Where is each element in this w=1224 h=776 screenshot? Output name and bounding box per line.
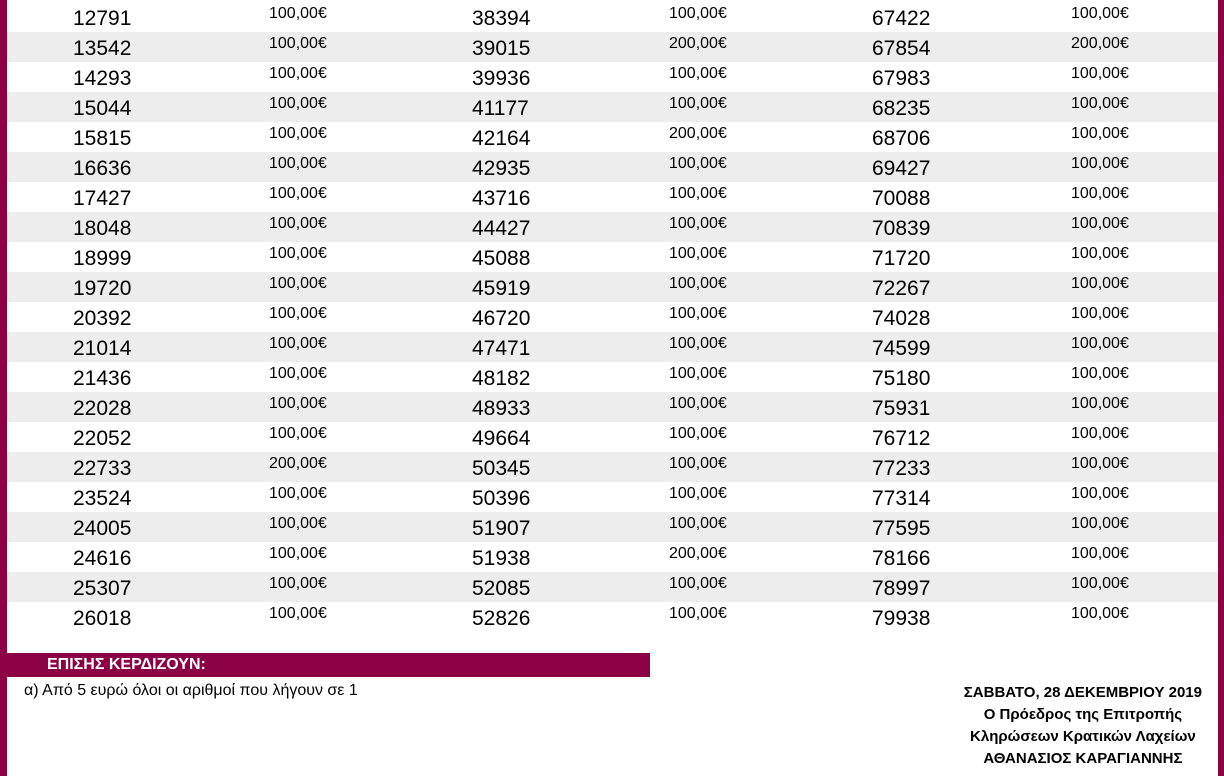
signature-title-line2: Κληρώσεων Κρατικών Λαχείων: [970, 728, 1196, 745]
prize-amount: 100,00€: [269, 485, 327, 502]
ticket-number: 18999: [73, 247, 132, 270]
ticket-number: 22028: [73, 397, 132, 420]
prize-amount: 100,00€: [1071, 95, 1129, 112]
prize-amount: 100,00€: [269, 65, 327, 82]
ticket-number: 48182: [472, 367, 531, 390]
prize-amount: 100,00€: [269, 575, 327, 592]
prize-amount: 100,00€: [269, 395, 327, 412]
ticket-number: 45088: [472, 247, 531, 270]
prize-amount: 100,00€: [669, 605, 727, 622]
ticket-number: 25307: [73, 577, 132, 600]
prize-amount: 100,00€: [1071, 65, 1129, 82]
prize-amount: 100,00€: [669, 155, 727, 172]
table-row: [7, 212, 1218, 242]
table-row: [7, 482, 1218, 512]
prize-amount: 100,00€: [269, 275, 327, 292]
prize-amount: 100,00€: [1071, 275, 1129, 292]
signature-block: [964, 682, 1202, 770]
prize-amount: 100,00€: [669, 275, 727, 292]
ticket-number: 74028: [872, 307, 931, 330]
ticket-number: 17427: [73, 187, 132, 210]
ticket-number: 69427: [872, 157, 931, 180]
table-row: [7, 2, 1218, 32]
prize-amount: 100,00€: [669, 185, 727, 202]
prize-amount: 100,00€: [269, 605, 327, 622]
table-row: [7, 512, 1218, 542]
prize-amount: 100,00€: [669, 95, 727, 112]
ticket-number: 42935: [472, 157, 531, 180]
table-row: [7, 362, 1218, 392]
prize-amount: 100,00€: [1071, 485, 1129, 502]
prize-amount: 100,00€: [1071, 425, 1129, 442]
page-border-left: [0, 0, 7, 776]
prize-amount: 100,00€: [269, 365, 327, 382]
ticket-number: 13542: [73, 37, 132, 60]
ticket-number: 16636: [73, 157, 132, 180]
ticket-number: 44427: [472, 217, 531, 240]
ticket-number: 45919: [472, 277, 531, 300]
ticket-number: 75931: [872, 397, 931, 420]
prize-amount: 100,00€: [1071, 305, 1129, 322]
table-row: [7, 422, 1218, 452]
prize-amount: 100,00€: [669, 335, 727, 352]
table-row: [7, 92, 1218, 122]
prize-amount: 100,00€: [269, 35, 327, 52]
prize-amount: 100,00€: [269, 245, 327, 262]
prize-amount: 100,00€: [269, 125, 327, 142]
prize-amount: 200,00€: [669, 35, 727, 52]
prize-amount: 100,00€: [669, 575, 727, 592]
ticket-number: 50396: [472, 487, 531, 510]
ticket-number: 38394: [472, 7, 531, 30]
prize-amount: 100,00€: [269, 215, 327, 232]
ticket-number: 48933: [472, 397, 531, 420]
ticket-number: 42164: [472, 127, 531, 150]
also-wins-header: ΕΠΙΣΗΣ ΚΕΡΔΙΖΟΥΝ:: [7, 653, 650, 677]
ticket-number: 68706: [872, 127, 931, 150]
prize-amount: 100,00€: [669, 5, 727, 22]
prize-amount: 100,00€: [1071, 155, 1129, 172]
prize-amount: 100,00€: [669, 365, 727, 382]
prize-amount: 100,00€: [1071, 5, 1129, 22]
ticket-number: 76712: [872, 427, 931, 450]
prize-amount: 100,00€: [1071, 575, 1129, 592]
ticket-number: 79938: [872, 607, 931, 630]
prize-amount: 100,00€: [1071, 335, 1129, 352]
prize-amount: 100,00€: [669, 395, 727, 412]
ticket-number: 50345: [472, 457, 531, 480]
prize-amount: 100,00€: [269, 335, 327, 352]
ticket-number: 78997: [872, 577, 931, 600]
ticket-number: 67854: [872, 37, 931, 60]
ticket-number: 77595: [872, 517, 931, 540]
ticket-number: 52826: [472, 607, 531, 630]
table-row: [7, 542, 1218, 572]
ticket-number: 39015: [472, 37, 531, 60]
prize-amount: 100,00€: [1071, 215, 1129, 232]
prize-amount: 100,00€: [1071, 515, 1129, 532]
prize-amount: 100,00€: [669, 245, 727, 262]
table-row: [7, 332, 1218, 362]
ticket-number: 15815: [73, 127, 132, 150]
table-row: [7, 272, 1218, 302]
prize-amount: 100,00€: [669, 455, 727, 472]
prize-amount: 100,00€: [1071, 545, 1129, 562]
prize-amount: 100,00€: [1071, 245, 1129, 262]
ticket-number: 20392: [73, 307, 132, 330]
ticket-number: 39936: [472, 67, 531, 90]
prize-amount: 100,00€: [1071, 395, 1129, 412]
signature-date: ΣΑΒΒΑΤΟ, 28 ΔΕΚΕΜΒΡΙΟΥ 2019: [963, 684, 1202, 701]
ticket-number: 70088: [872, 187, 931, 210]
ticket-number: 75180: [872, 367, 931, 390]
prize-amount: 100,00€: [269, 545, 327, 562]
signature-title-line1: Ο Πρόεδρος της Επιτροπής: [983, 706, 1183, 723]
ticket-number: 14293: [73, 67, 132, 90]
prize-amount: 100,00€: [269, 305, 327, 322]
ticket-number: 67983: [872, 67, 931, 90]
ticket-number: 18048: [73, 217, 132, 240]
prize-amount: 100,00€: [669, 425, 727, 442]
prize-amount: 100,00€: [669, 215, 727, 232]
also-wins-line: α) Από 5 ευρώ όλοι οι αριθμοί που λήγουν σε 1: [24, 682, 358, 699]
ticket-number: 71720: [872, 247, 931, 270]
prize-amount: 100,00€: [669, 515, 727, 532]
table-row: [7, 152, 1218, 182]
table-row: [7, 122, 1218, 152]
table-row: [7, 602, 1218, 632]
prize-amount: 100,00€: [1071, 125, 1129, 142]
ticket-number: 72267: [872, 277, 931, 300]
ticket-number: 22733: [73, 457, 132, 480]
ticket-number: 24005: [73, 517, 132, 540]
ticket-number: 74599: [872, 337, 931, 360]
ticket-number: 41177: [472, 97, 529, 120]
prize-amount: 100,00€: [269, 155, 327, 172]
ticket-number: 52085: [472, 577, 531, 600]
ticket-number: 49664: [472, 427, 531, 450]
ticket-number: 77314: [872, 487, 931, 510]
table-row: [7, 62, 1218, 92]
prize-amount: 100,00€: [1071, 605, 1129, 622]
table-row: [7, 302, 1218, 332]
prize-amount: 200,00€: [269, 455, 327, 472]
prize-amount: 100,00€: [269, 95, 327, 112]
ticket-number: 24616: [73, 547, 132, 570]
prize-amount: 100,00€: [269, 425, 327, 442]
ticket-number: 26018: [73, 607, 132, 630]
ticket-number: 12791: [73, 7, 132, 30]
table-row: [7, 392, 1218, 422]
signature-name: ΑΘΑΝΑΣΙΟΣ ΚΑΡΑΓΙΑΝΝΗΣ: [983, 750, 1183, 767]
table-row: [7, 242, 1218, 272]
ticket-number: 23524: [73, 487, 132, 510]
ticket-number: 68235: [872, 97, 931, 120]
prize-amount: 200,00€: [1071, 35, 1129, 52]
table-row: [7, 32, 1218, 62]
prize-amount: 100,00€: [1071, 365, 1129, 382]
prize-amount: 100,00€: [269, 185, 327, 202]
prize-amount: 200,00€: [669, 125, 727, 142]
ticket-number: 43716: [472, 187, 531, 210]
prize-amount: 200,00€: [669, 545, 727, 562]
ticket-number: 21436: [73, 367, 132, 390]
page-border-right: [1218, 0, 1224, 776]
ticket-number: 46720: [472, 307, 531, 330]
ticket-number: 78166: [872, 547, 931, 570]
results-table: [7, 2, 1218, 632]
ticket-number: 19720: [73, 277, 132, 300]
ticket-number: 67422: [872, 7, 931, 30]
ticket-number: 21014: [73, 337, 132, 360]
table-row: [7, 182, 1218, 212]
prize-amount: 100,00€: [1071, 455, 1129, 472]
prize-amount: 100,00€: [669, 485, 727, 502]
ticket-number: 47471: [472, 337, 531, 360]
ticket-number: 51907: [472, 517, 531, 540]
prize-amount: 100,00€: [669, 65, 727, 82]
prize-amount: 100,00€: [1071, 185, 1129, 202]
table-row: [7, 452, 1218, 482]
prize-amount: 100,00€: [269, 515, 327, 532]
ticket-number: 70839: [872, 217, 931, 240]
ticket-number: 51938: [472, 547, 531, 570]
ticket-number: 15044: [73, 97, 132, 120]
ticket-number: 22052: [73, 427, 132, 450]
table-row: [7, 572, 1218, 602]
ticket-number: 77233: [872, 457, 931, 480]
prize-amount: 100,00€: [669, 305, 727, 322]
prize-amount: 100,00€: [269, 5, 327, 22]
